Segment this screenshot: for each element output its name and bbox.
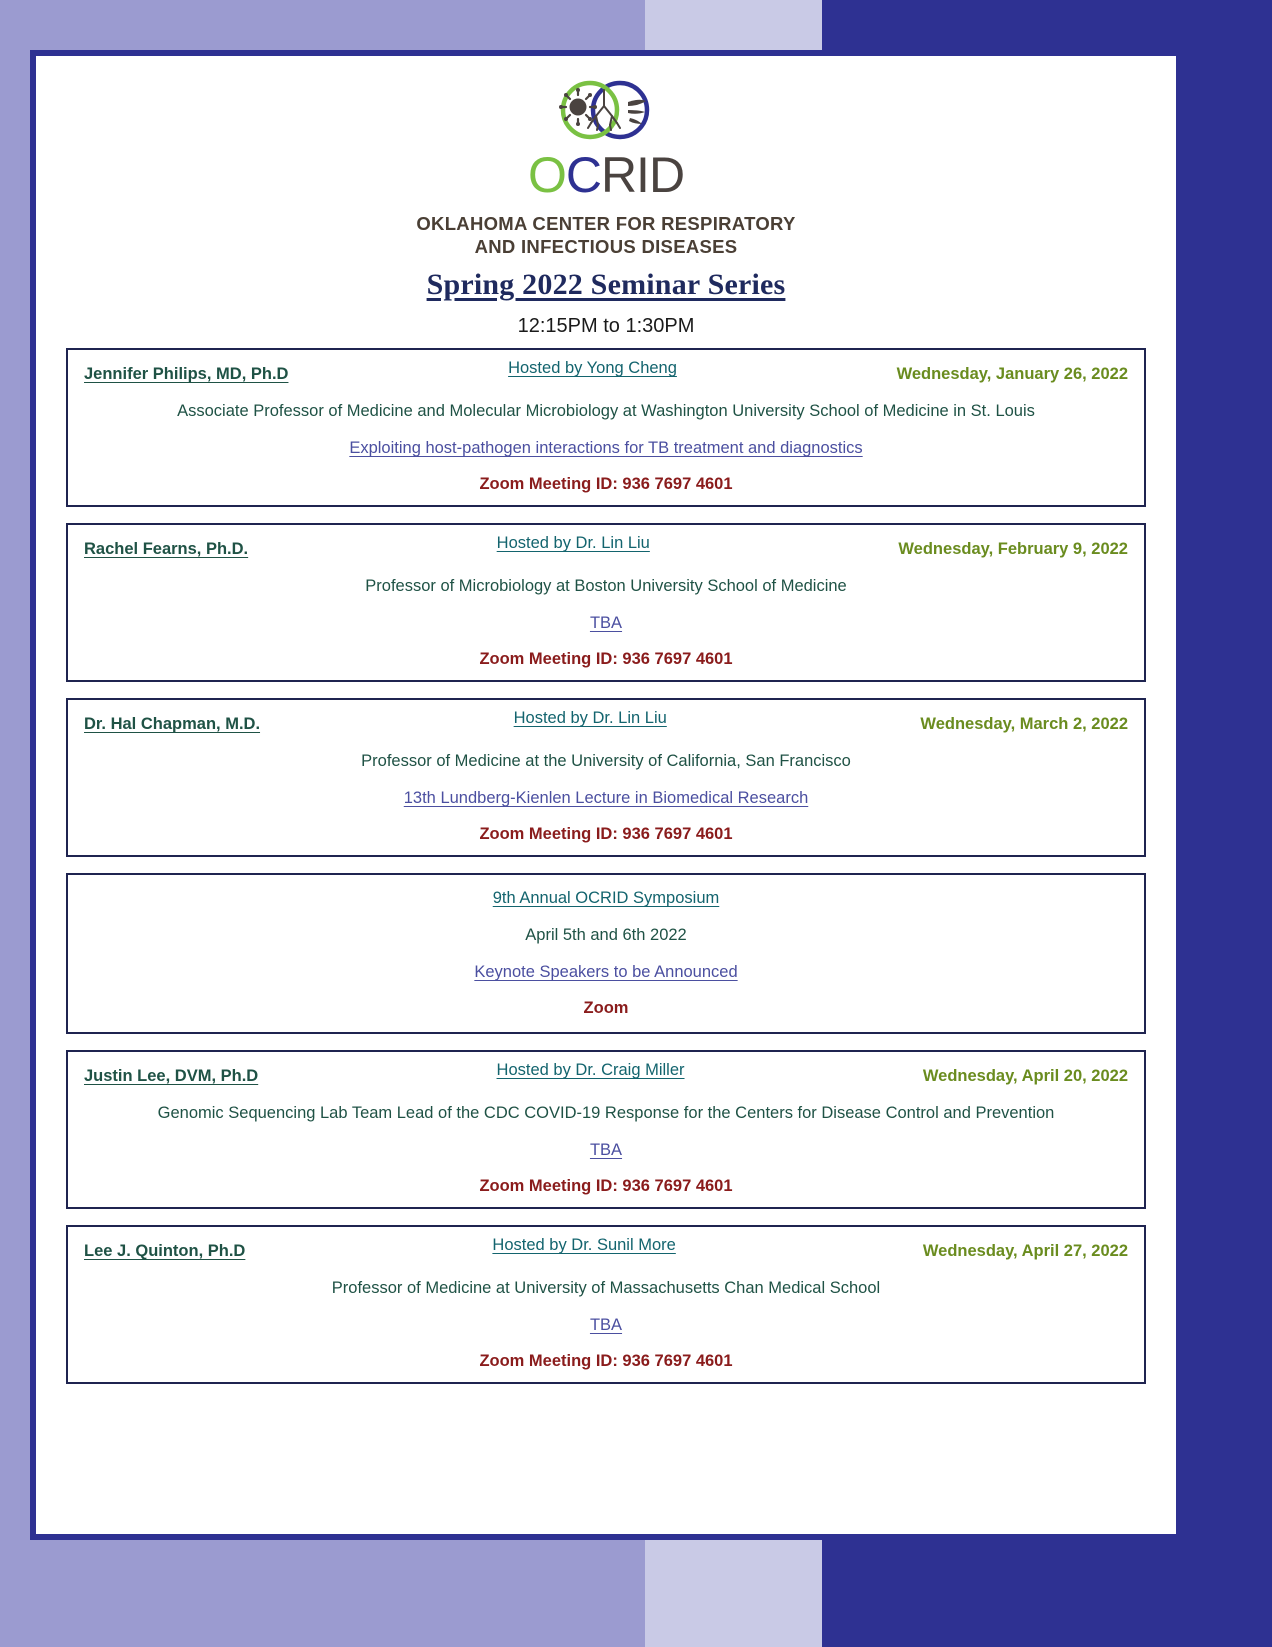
speaker-name: Rachel Fearns, Ph.D. [84, 540, 249, 559]
speaker-name: Justin Lee, DVM, Ph.D [84, 1067, 259, 1086]
logo-letter-c: C [565, 147, 601, 203]
speaker-name: Jennifer Philips, MD, Ph.D [84, 365, 289, 384]
flyer-page [30, 50, 1182, 1540]
seminar-card-header [80, 534, 1132, 559]
host-name: Hosted by Dr. Lin Liu [513, 709, 667, 728]
seminar-card-header [80, 359, 1132, 384]
zoom-meeting-id: Zoom Meeting ID: 936 7697 4601 [479, 825, 733, 844]
symposium-keynote: Keynote Speakers to be Announced [474, 963, 738, 982]
symposium-zoom-label: Zoom [583, 999, 629, 1018]
symposium-card [66, 873, 1146, 1034]
talk-title: Exploiting host-pathogen interactions for TB treatment and diagnostics [349, 439, 863, 458]
zoom-meeting-id: Zoom Meeting ID: 936 7697 4601 [479, 650, 733, 669]
organization-name-line1: OKLAHOMA CENTER FOR RESPIRATORY [416, 213, 796, 234]
organization-name-line2: AND INFECTIOUS DISEASES [474, 236, 738, 258]
host-slot [245, 1236, 923, 1256]
seminar-date: Wednesday, February 9, 2022 [898, 540, 1128, 559]
speaker-name: Dr. Hal Chapman, M.D. [84, 715, 261, 734]
page-title: Spring 2022 Seminar Series [426, 268, 786, 302]
flyer-content [42, 62, 1170, 1528]
ocrid-logo [42, 76, 1170, 203]
speaker-affiliation: Professor of Medicine at University of Massachusetts Chan Medical School [331, 1279, 881, 1298]
speaker-affiliation: Professor of Medicine at the University of California, San Francisco [361, 752, 851, 771]
flyer-header [42, 62, 1170, 338]
seminar-card [66, 523, 1146, 682]
host-slot [258, 1061, 923, 1081]
speaker-name: Lee J. Quinton, Ph.D [84, 1242, 246, 1261]
seminar-card-header [80, 709, 1132, 734]
seminar-card-header [80, 1236, 1132, 1261]
host-name: Hosted by Dr. Lin Liu [496, 534, 650, 553]
ocrid-logo-icon [536, 76, 676, 148]
seminar-card-header [80, 1061, 1132, 1086]
talk-title: 13th Lundberg-Kienlen Lecture in Biomedical Research [403, 789, 809, 808]
host-slot [260, 709, 920, 729]
speaker-affiliation: Genomic Sequencing Lab Team Lead of the CDC COVID-19 Response for the Centers for Disease Control and Prevention [157, 1104, 1055, 1123]
host-slot [288, 359, 896, 379]
host-name: Hosted by Dr. Sunil More [492, 1236, 676, 1255]
talk-title: TBA [589, 1141, 623, 1160]
speaker-affiliation: Associate Professor of Medicine and Molecular Microbiology at Washington University School of Medicine in St. Louis [177, 402, 1035, 421]
ocrid-logo-wordmark [527, 147, 685, 203]
seminar-date: Wednesday, January 26, 2022 [896, 365, 1128, 384]
seminar-list [42, 348, 1170, 1384]
seminar-date: Wednesday, March 2, 2022 [920, 715, 1128, 734]
symposium-title: 9th Annual OCRID Symposium [492, 889, 720, 908]
seminar-card [66, 698, 1146, 857]
logo-letter-o: O [527, 147, 566, 203]
speaker-affiliation: Professor of Microbiology at Boston University School of Medicine [365, 577, 847, 596]
seminar-date: Wednesday, April 27, 2022 [922, 1242, 1128, 1261]
symposium-dates: April 5th and 6th 2022 [525, 926, 687, 945]
host-name: Hosted by Yong Cheng [508, 359, 677, 378]
seminar-date: Wednesday, April 20, 2022 [922, 1067, 1128, 1086]
talk-title: TBA [589, 614, 623, 633]
host-slot [248, 534, 898, 554]
talk-title: TBA [589, 1316, 623, 1335]
zoom-meeting-id: Zoom Meeting ID: 936 7697 4601 [479, 1352, 733, 1371]
logo-letters-rid: RID [600, 147, 685, 203]
organization-name [42, 212, 1170, 258]
zoom-meeting-id: Zoom Meeting ID: 936 7697 4601 [479, 1177, 733, 1196]
seminar-card [66, 1225, 1146, 1384]
seminar-card [66, 348, 1146, 507]
zoom-meeting-id: Zoom Meeting ID: 936 7697 4601 [479, 475, 733, 494]
host-name: Hosted by Dr. Craig Miller [496, 1061, 685, 1080]
seminar-time: 12:15PM to 1:30PM [517, 315, 695, 338]
seminar-card [66, 1050, 1146, 1209]
